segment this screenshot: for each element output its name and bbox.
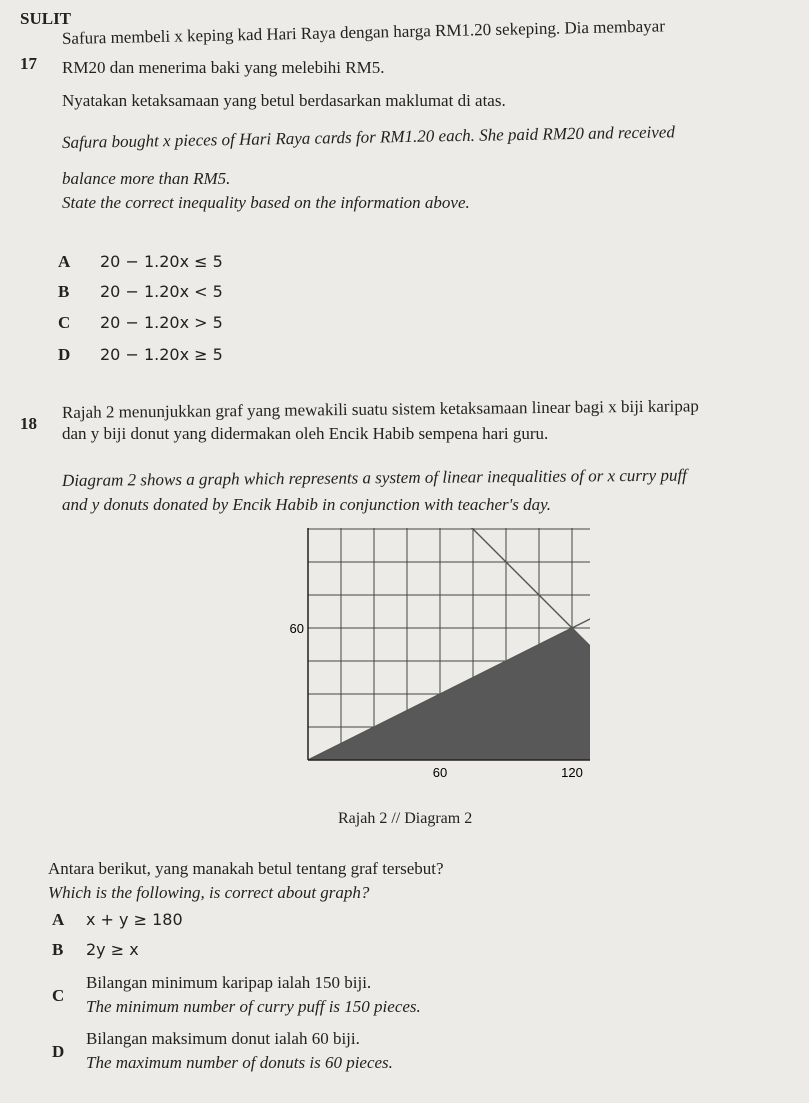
q17-english-line1: Safura bought x pieces of Hari Raya cards for RM1.20 each. She paid RM20 and received	[61, 122, 676, 152]
q17-option-c-label: C	[58, 313, 71, 332]
q18-option-a-label: A	[52, 910, 65, 929]
q17-option-d-label: D	[58, 345, 71, 364]
q18-english-line2: and y donuts donated by Encik Habib in conjunction with teacher's day.	[62, 495, 551, 514]
q17-malay-line2: RM20 dan menerima baki yang melebihi RM5.	[62, 58, 385, 77]
q17-option-b-label: B	[58, 282, 70, 301]
q18-english-line1: Diagram 2 shows a graph which represents a system of linear inequalities of or x curry puff	[61, 465, 687, 490]
diagram-caption: Rajah 2 // Diagram 2	[338, 810, 473, 827]
q18-option-c-malay: Bilangan minimum karipap ialah 150 biji.	[86, 973, 372, 992]
q17-english-line2: balance more than RM5.	[62, 169, 231, 188]
q17-option-d-text: 20 − 1.20x ≥ 5	[100, 345, 223, 364]
x-tick-label: 60	[432, 765, 448, 780]
q17-option-a[interactable]	[58, 252, 223, 272]
q17-option-a-text: 20 − 1.20x ≤ 5	[100, 252, 223, 271]
q18-option-b-label: B	[52, 940, 64, 959]
q17-option-b-text: 20 − 1.20x < 5	[100, 282, 223, 301]
q17-malay-line1: Safura membeli x keping kad Hari Raya dengan harga RM1.20 sekeping. Dia membayar	[61, 16, 666, 48]
q18-question-english: Which is the following, is correct about graph?	[48, 883, 370, 902]
q18-option-b[interactable]	[52, 940, 139, 960]
q18-option-d-malay: Bilangan maksimum donut ialah 60 biji.	[86, 1029, 360, 1048]
q17-option-c-text: 20 − 1.20x > 5	[100, 313, 223, 332]
q17-option-c[interactable]	[58, 313, 223, 333]
q18-question-malay: Antara berikut, yang manakah betul tentang graf tersebut?	[48, 859, 444, 878]
q17-option-b[interactable]	[58, 282, 223, 302]
q18-option-c-label: C	[52, 986, 65, 1005]
q17-number: 17	[20, 54, 37, 73]
q18-option-c-english: The minimum number of curry puff is 150 pieces.	[86, 997, 421, 1016]
q17-option-d[interactable]	[58, 345, 223, 365]
diagram-2-graph	[270, 528, 590, 793]
q18-option-d-english: The maximum number of donuts is 60 pieces.	[86, 1053, 393, 1072]
q18-malay-line2: dan y biji donut yang didermakan oleh Encik Habib sempena hari guru.	[62, 424, 549, 443]
q17-english-line3: State the correct inequality based on the information above.	[62, 193, 470, 212]
q18-option-d-label: D	[52, 1042, 65, 1061]
q17-malay-line3: Nyatakan ketaksamaan yang betul berdasarkan maklumat di atas.	[62, 91, 506, 110]
q18-option-b-text: 2y ≥ x	[86, 940, 139, 959]
q18-option-a-text: x + y ≥ 180	[86, 910, 183, 929]
q18-option-a[interactable]	[52, 910, 183, 930]
x-tick-label: 120	[561, 765, 583, 780]
q18-number: 18	[20, 414, 37, 433]
q17-option-a-label: A	[58, 252, 71, 271]
graph-line-2	[572, 573, 590, 628]
header-label: SULIT	[20, 9, 72, 28]
y-tick-label: 60	[289, 621, 304, 636]
q18-malay-line1: Rajah 2 menunjukkan graf yang mewakili suatu sistem ketaksamaan linear bagi x biji karipap	[61, 396, 699, 422]
